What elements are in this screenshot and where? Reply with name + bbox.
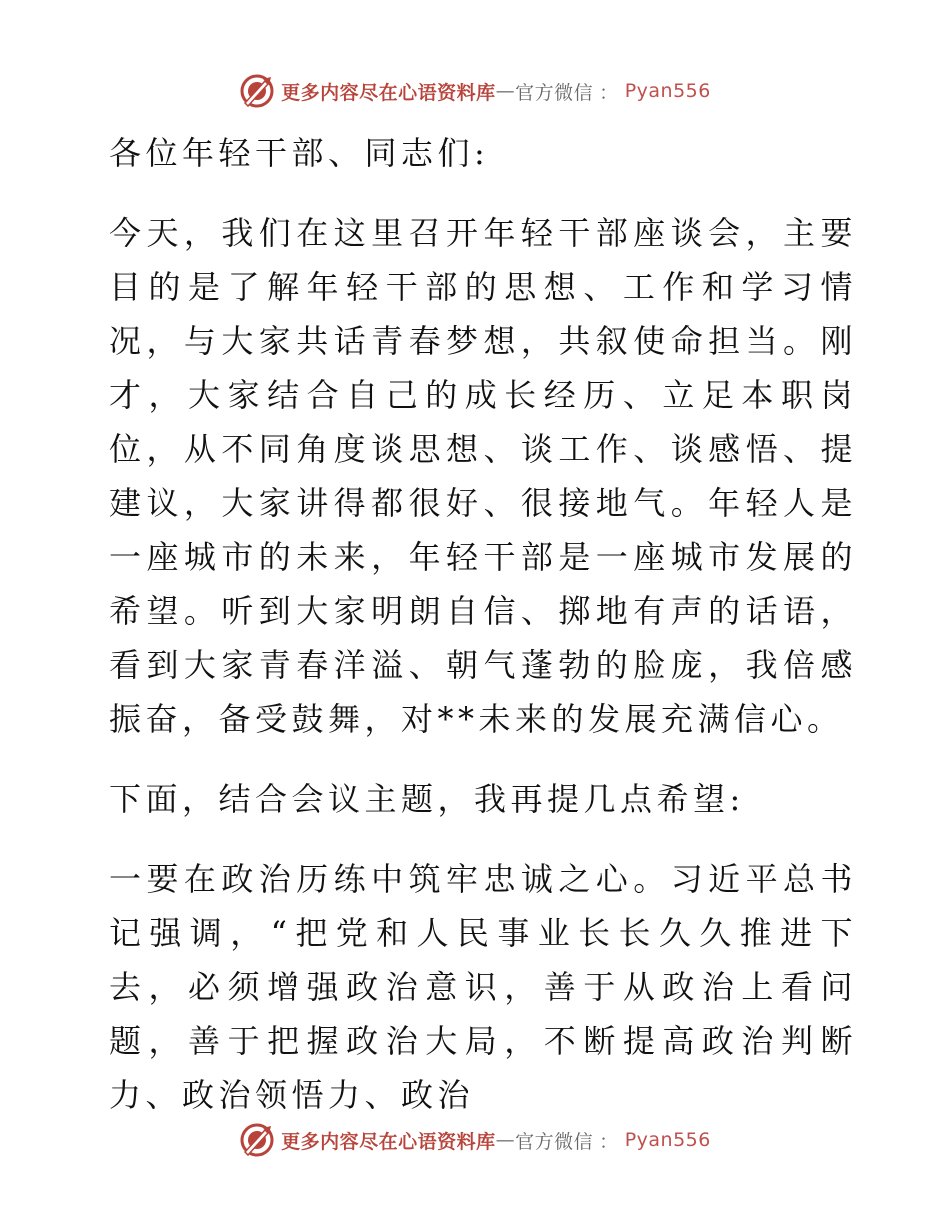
footer-watermark-banner xyxy=(0,1120,950,1160)
banner-lead-text: 更多内容尽在心语资料库 xyxy=(281,1130,496,1153)
paragraph-transition: 下面，结合会议主题，我再提几点希望: xyxy=(109,780,745,818)
banner-wechat-label: 官方微信 xyxy=(515,81,594,104)
header-watermark-banner xyxy=(0,71,950,111)
banner-text xyxy=(281,78,711,105)
banner-separator: ： xyxy=(599,81,619,104)
document-body xyxy=(97,121,857,1122)
banner-dash: — xyxy=(495,80,516,102)
banner-separator: ： xyxy=(599,1130,619,1153)
paragraph-opening: 今天，我们在这里召开年轻干部座谈会，主要目的是了解年轻干部的思想、工作和学习情况，与大家共话青春梦想，共叙使命担当。刚才，大家结合自己的成长经历、立足本职岗位，从不同角度谈思想、谈工作、谈感悟、提建议，大家讲得都很好、很接地气。年轻人是一座城市的未来，年轻干部是一座城市发展的希望。听到大家明朗自信、掷地有声的话语，看到大家青春洋溢、朝气蓬勃的脸庞，我倍感振奋，备受鼓舞，对**未来的发展充满信心。 xyxy=(109,214,857,738)
quill-seal-icon xyxy=(239,73,275,109)
banner-text xyxy=(281,1127,711,1154)
paragraph-point-one: 一要在政治历练中筑牢忠诚之心。习近平总书记强调，“把党和人民事业长长久久推进下去，必须增强政治意识，善于从政治上看问题，善于把握政治大局，不断提高政治判断力、政治领悟力、政治 xyxy=(109,860,857,1114)
greeting: 各位年轻干部、同志们: xyxy=(109,134,490,172)
quill-seal-icon xyxy=(239,1122,275,1158)
banner-wechat-label: 官方微信 xyxy=(515,1130,594,1153)
banner-dash: — xyxy=(495,1129,516,1151)
banner-wechat-id: Pyan556 xyxy=(624,80,711,102)
banner-lead-text: 更多内容尽在心语资料库 xyxy=(281,81,496,104)
banner-wechat-id: Pyan556 xyxy=(624,1129,711,1151)
